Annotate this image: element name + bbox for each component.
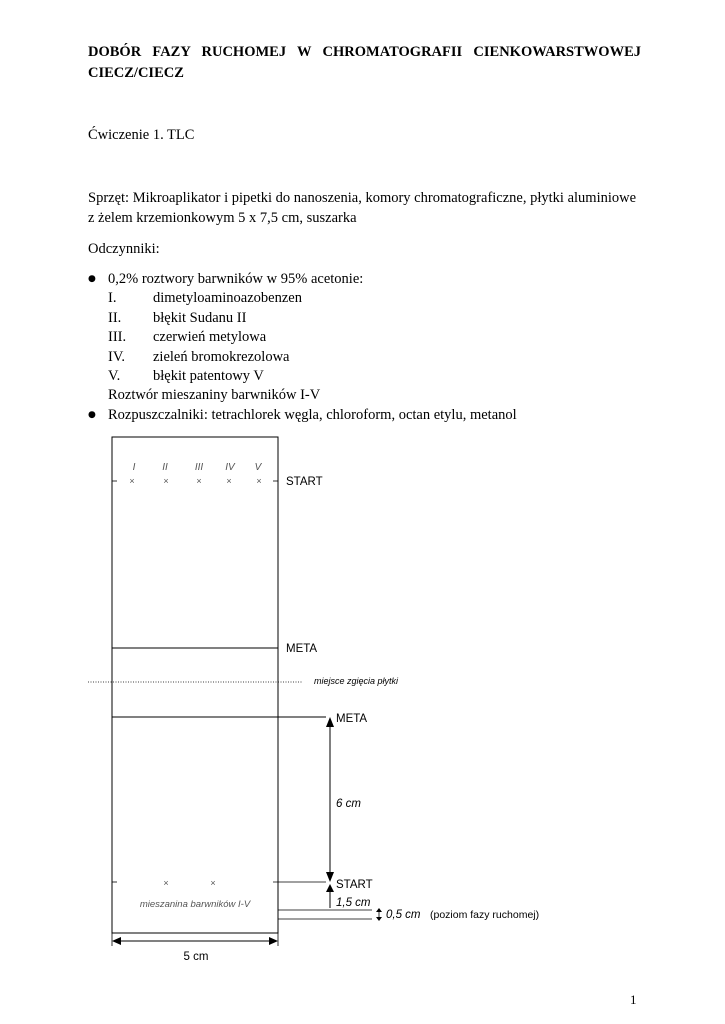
dye-number: I. <box>108 290 117 307</box>
dye-name: czerwień metylowa <box>153 329 267 346</box>
bullet-icon: ● <box>88 274 96 284</box>
start-label-top: START <box>286 476 323 488</box>
page-number: 1 <box>630 992 637 1007</box>
dye-name: błękit patentowy V <box>153 368 264 385</box>
lane-label: III <box>194 462 204 473</box>
meta-label-top: META <box>286 643 318 655</box>
arrow-up-icon <box>326 717 334 727</box>
title-line-1: DOBÓR FAZY RUCHOMEJ W CHROMATOGRAFII CIENKOWARSTWOWEJ <box>88 44 641 60</box>
spot-mark: × <box>163 476 169 486</box>
width-label: 5 cm <box>183 951 209 963</box>
spot-mark: × <box>210 878 216 888</box>
start-label-bottom: START <box>336 879 373 891</box>
dye-number: IV. <box>108 348 126 365</box>
lane-label: I <box>132 462 136 473</box>
arrow-down-icon <box>326 872 334 882</box>
spot-mark: × <box>226 476 232 486</box>
spot-mark: × <box>256 476 262 486</box>
dye-number: V. <box>108 368 121 385</box>
spot-mark: × <box>163 878 169 888</box>
dye-name: błękit Sudanu II <box>153 309 247 326</box>
exercise-heading: Ćwiczenie 1. TLC <box>88 127 195 143</box>
reagents-heading: Odczynniki: <box>88 241 160 257</box>
dye-number: III. <box>108 329 127 346</box>
dim-label-05cm: 0,5 cm <box>386 909 421 921</box>
lane-label: II <box>162 462 168 473</box>
meta-label-bottom: META <box>336 713 368 725</box>
bullet-icon: ● <box>88 409 96 420</box>
plate-outline <box>112 437 278 933</box>
arrow-right-icon <box>269 937 278 945</box>
fold-label: miejsce zgięcia płytki <box>314 676 399 686</box>
spot-mark: × <box>196 476 202 486</box>
lane-label: V <box>254 462 262 473</box>
solvents-label: Rozpuszczalniki: tetrachlorek węgla, chloroform, octan etylu, metanol <box>108 406 517 423</box>
mixture-item: Roztwór mieszaniny barwników I-V <box>108 387 321 404</box>
dim-label-6cm: 6 cm <box>336 798 361 810</box>
equipment-line-1: Sprzęt: Mikroaplikator i pipetki do nanoszenia, komory chromatograficzne, płytki aluminiowe <box>88 190 637 206</box>
dye-solutions-label: 0,2% roztwory barwników w 95% acetonie: <box>108 271 364 287</box>
mobile-phase-label: (poziom fazy ruchomej) <box>430 909 540 921</box>
lane-label: IV <box>225 462 235 473</box>
dye-number: II. <box>108 309 122 326</box>
equipment-line-2: z żelem krzemionkowym 5 x 7,5 cm, suszarka <box>88 210 357 226</box>
arrow-up-icon <box>326 884 334 892</box>
arrow-left-icon <box>112 937 121 945</box>
dye-name: dimetyloaminoazobenzen <box>153 290 302 307</box>
dye-name: zieleń bromokrezolowa <box>153 348 290 365</box>
title-line-2: CIECZ/CIECZ <box>88 65 184 81</box>
spot-mark: × <box>129 476 135 486</box>
mixture-label: mieszanina barwników I-V <box>139 899 251 910</box>
dim-label-15cm: 1,5 cm <box>336 897 371 909</box>
